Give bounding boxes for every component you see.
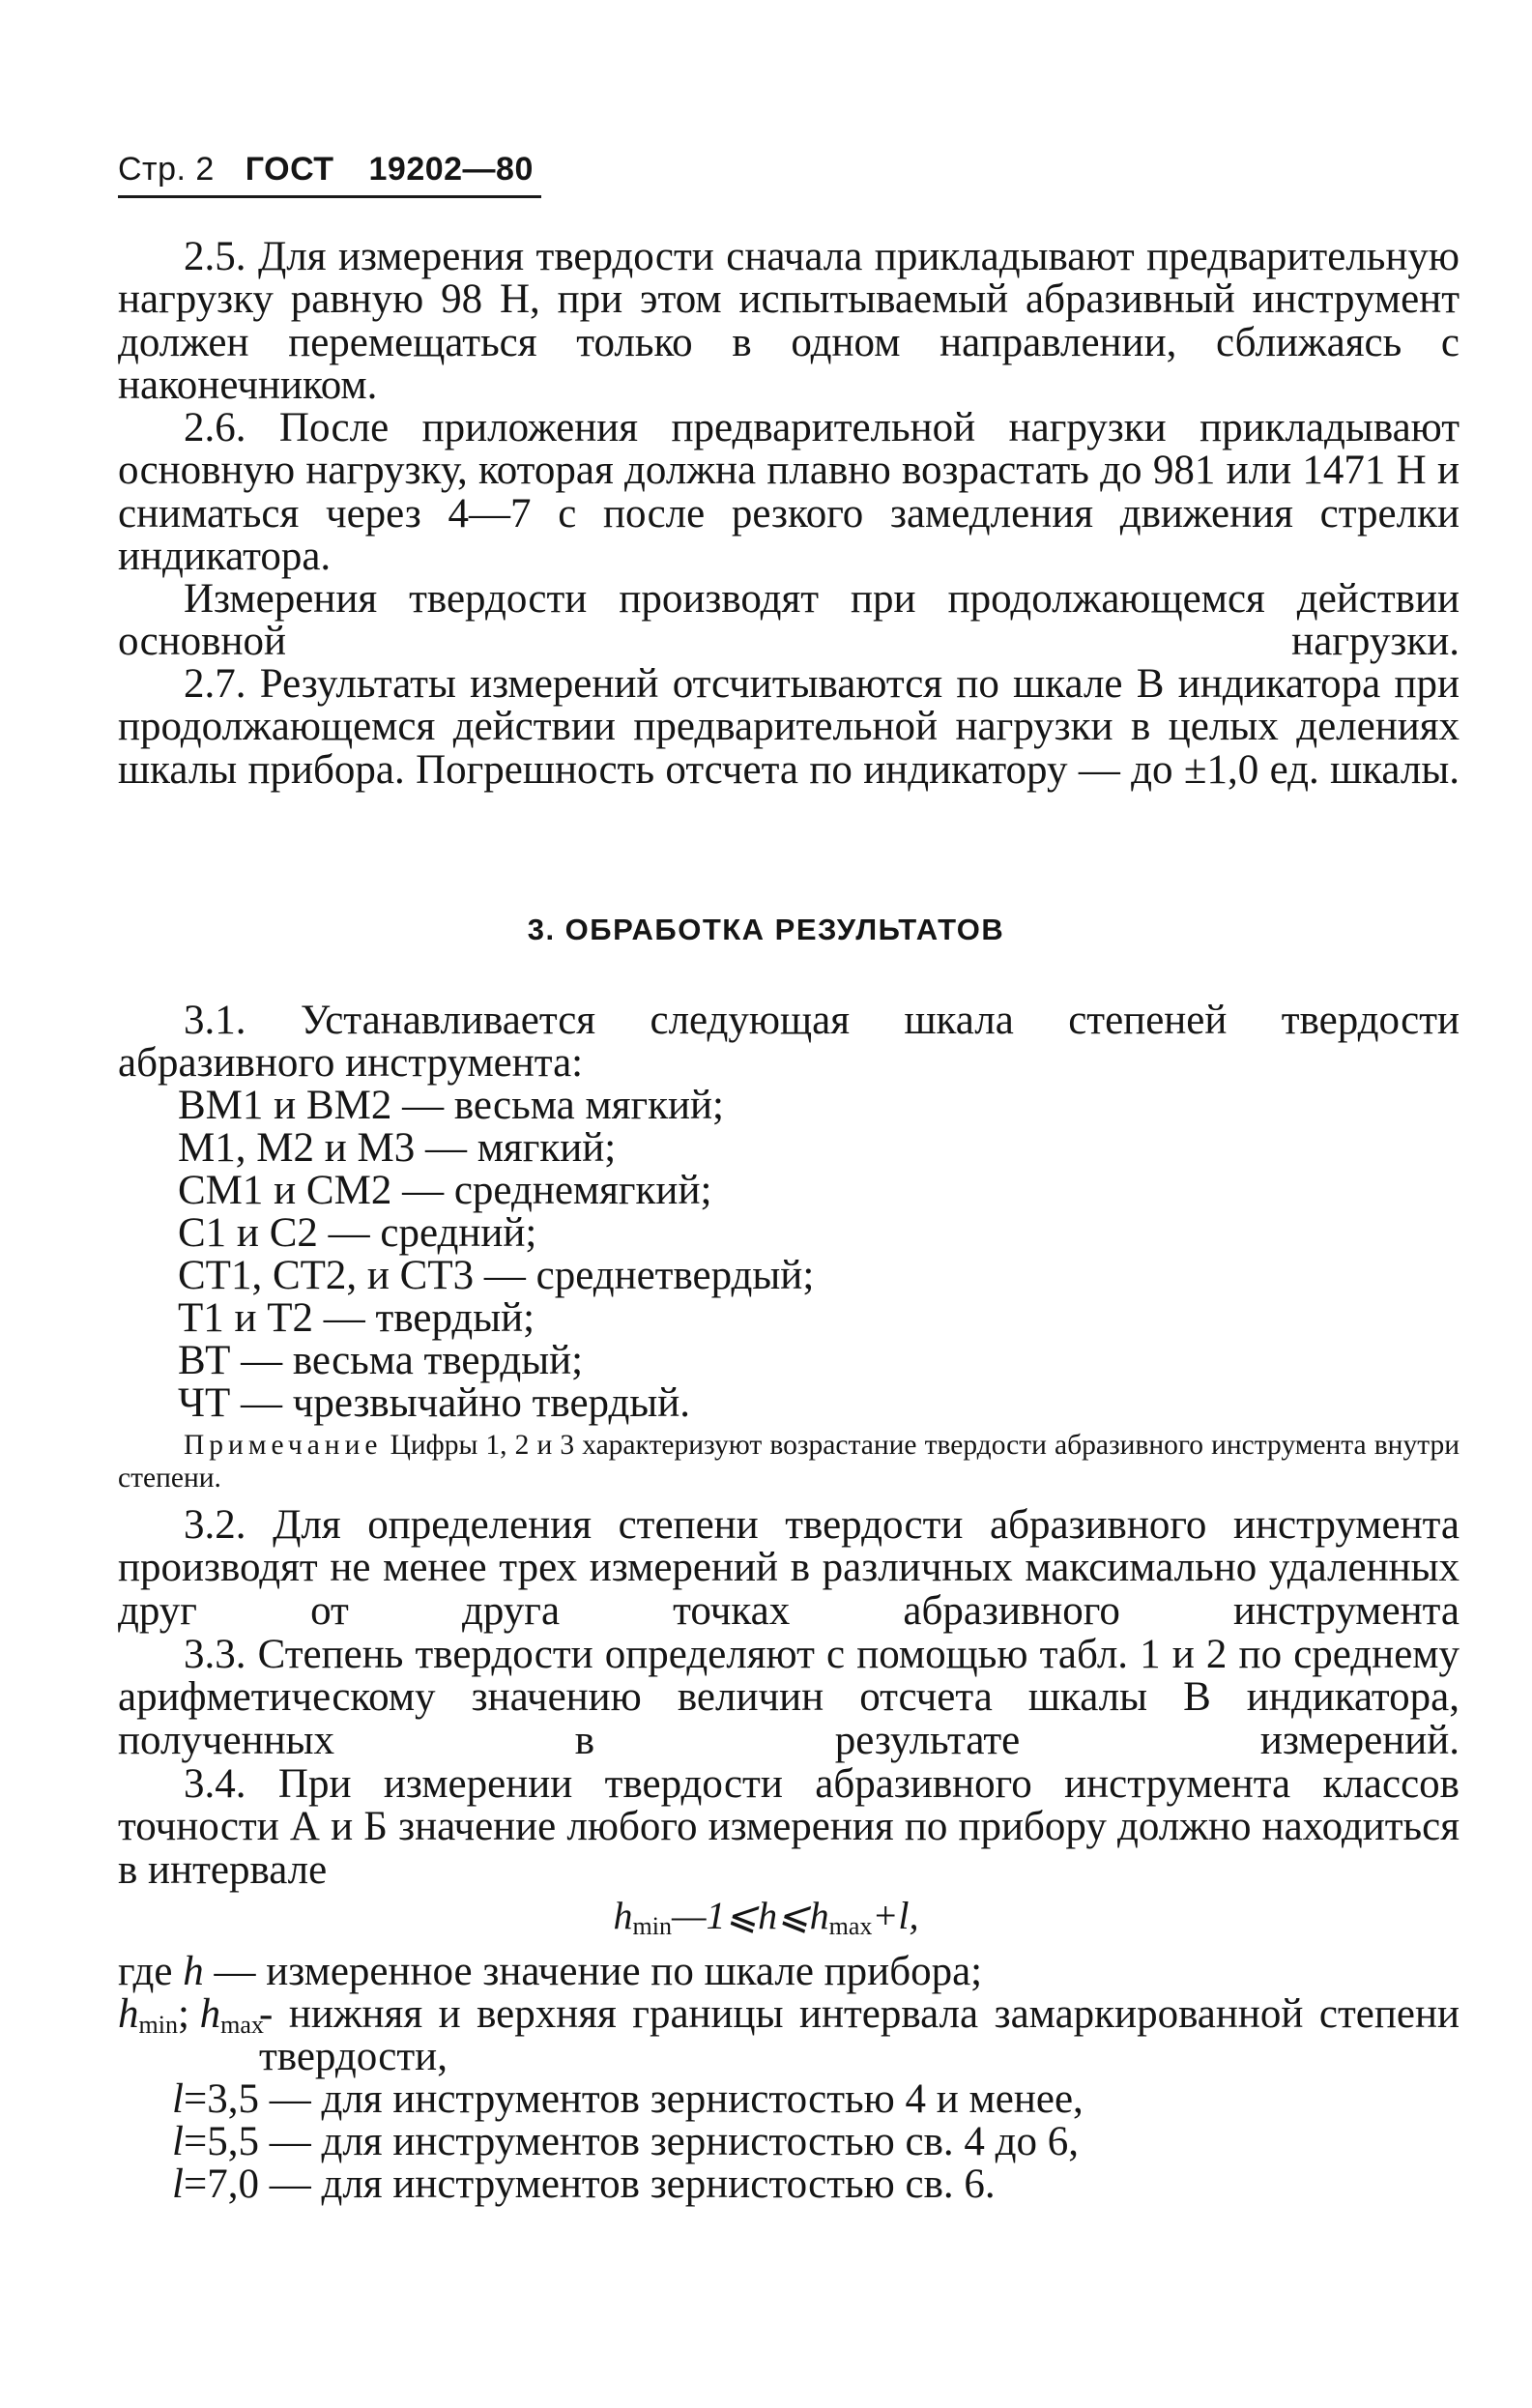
definition-l-value: l=7,0 — для инструментов зернистостью св. 6.: [172, 2161, 996, 2207]
page-number: Стр. 2: [118, 151, 215, 188]
scale-item: С1 и С2 — средний;: [178, 1210, 537, 1256]
paragraph-2-6-continued: Измерения твердости производят при продолжающемся действии основной нагрузки.: [118, 576, 1460, 665]
paragraph-2-7: 2.7. Результаты измерений отсчитываются по шкале В индикатора при продолжающемся действии предварительной нагрузки в целых делениях шкалы прибора. Погрешность отсчета по индикатору — до ±1,0 ед. шкалы.: [118, 661, 1460, 793]
note: [118, 1429, 1460, 1494]
scale-item: ВМ1 и ВМ2 — весьма мягкий;: [178, 1083, 724, 1128]
header-rule: [118, 195, 541, 198]
scale-item: СМ1 и СМ2 — среднемягкий;: [178, 1168, 712, 1213]
note-text: Цифры 1, 2 и 3 характеризуют возрастание твердости абразивного инструмента внутри степени.: [118, 1430, 1460, 1494]
interval-formula: $h_{min}—1⩽h⩽h_{max}+l$,: [613, 1894, 919, 1940]
scale-item: СТ1, СТ2, и СТ3 — среднетвердый;: [178, 1253, 815, 1298]
scale-item: ЧТ — чрезвычайно твердый.: [178, 1380, 691, 1426]
scale-item: Т1 и Т2 — твердый;: [178, 1295, 535, 1341]
page-header: [118, 151, 534, 189]
definition-l-value: l=3,5 — для инструментов зернистостью 4 и менее,: [172, 2076, 1084, 2122]
definition-bounds-text: - нижняя и верхняя границы интервала замаркированной степени твердости,: [259, 1991, 1460, 2079]
paragraph-2-6: 2.6. После приложения предварительной нагрузки прикладывают основную нагрузку, которая должна плавно возрастать до 981 или 1471 Н и сниматься через 4—7 с после резкого замедления движения стрелки индикатора.: [118, 405, 1460, 579]
section-heading: 3. ОБРАБОТКА РЕЗУЛЬТАТОВ: [527, 913, 1005, 946]
definition-h: где h — измеренное значение по шкале прибора;: [118, 1949, 983, 1994]
paragraph-3-1: 3.1. Устанавливается следующая шкала степеней твердости абразивного инструмента:: [118, 998, 1460, 1087]
note-label: Примечание: [184, 1430, 383, 1461]
paragraph-3-3: 3.3. Степень твердости определяют с помощью табл. 1 и 2 по среднему арифметическому значению величин отсчета шкалы В индикатора, полученных в результате измерений.: [118, 1632, 1460, 1763]
scale-item: М1, М2 и М3 — мягкий;: [178, 1125, 617, 1171]
scale-item: ВТ — весьма твердый;: [178, 1338, 584, 1383]
definition-hmin-hmax-symbols: $h_{min}$; $h_{max}$: [118, 1991, 264, 2039]
definition-l-value: l=5,5 — для инструментов зернистостью св. 4 до 6,: [172, 2119, 1080, 2164]
standard-number: 19202—80: [368, 151, 534, 188]
paragraph-2-5: 2.5. Для измерения твердости сначала прикладывают предварительную нагрузку равную 98 Н, при этом испытываемый абразивный инструмент должен перемещаться только в одном направлении, сближаясь с наконечником.: [118, 234, 1460, 408]
paragraph-3-4: 3.4. При измерении твердости абразивного инструмента классов точности А и Б значение любого измерения по прибору должно находиться в интервале: [118, 1761, 1460, 1893]
paragraph-3-2: 3.2. Для определения степени твердости абразивного инструмента производят не менее трех измерений в различных максимально удаленных друг от друга точках абразивного инструмента: [118, 1502, 1460, 1634]
standard-label: ГОСТ: [245, 151, 334, 188]
